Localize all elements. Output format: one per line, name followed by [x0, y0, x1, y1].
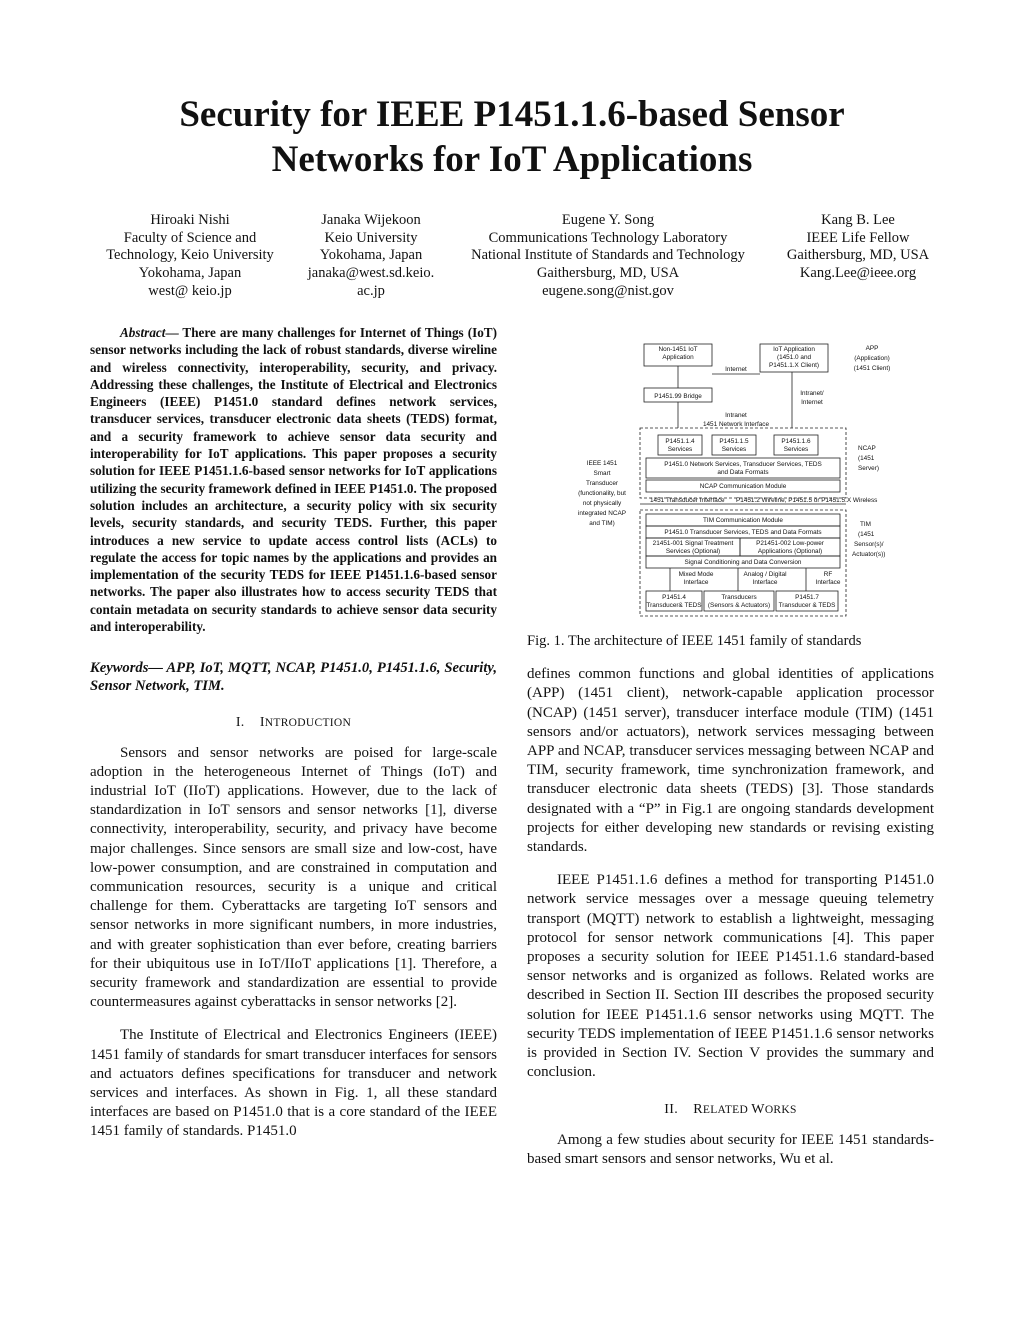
author-4-email: Kang.Lee@ieee.org — [799, 265, 917, 282]
author-1-affiliation: Technology, Keio University — [106, 247, 274, 264]
author-4-location: Gaithersburg, MD, USA — [786, 247, 930, 264]
fig-label: Intranet/ — [800, 390, 824, 397]
author-4 — [778, 212, 938, 283]
fig-label: Transducer & TEDS — [778, 602, 836, 609]
fig-label: Internet — [725, 366, 747, 373]
author-3-affiliation: National Institute of Standards and Technology — [471, 247, 745, 264]
left-column — [90, 324, 497, 1142]
fig-label: (1451 — [858, 455, 875, 462]
author-1 — [105, 212, 275, 301]
paragraph: defines common functions and global identities of applications (APP) (1451 client), network-capable application processor (NCAP) (1451 server), transducer interface module (TIM) (1451 sensors and/or actuators), network services messaging between APP and NCAP, transducer services messaging between NCAP and TIM, security framework, time synchronization framework, and transducer electronic data sheets (TEDS) [3]. Those standards designated with a “P” in Fig.1 are ongoing standards development projects for either developing new standards or revising existing standards. — [527, 666, 934, 856]
fig-label: Internet — [801, 399, 823, 406]
abstract-dash: — — [165, 325, 179, 340]
author-3 — [462, 212, 754, 301]
fig-label: Interface — [683, 579, 709, 586]
author-4-name: Kang B. Lee — [821, 212, 895, 228]
fig-label: (Sensors & Actuators) — [707, 602, 771, 609]
fig-label: Intranet — [725, 412, 747, 419]
fig-label: NCAP Communication Module — [699, 483, 787, 490]
architecture-diagram — [560, 338, 900, 626]
author-2 — [296, 212, 446, 301]
fig-label: IoT Application — [773, 346, 815, 353]
fig-label: RF — [823, 571, 833, 578]
author-1-email: west@ keio.jp — [148, 282, 232, 299]
fig-label: and Data Formats — [717, 469, 769, 476]
fig-label: Non-1451 IoT — [658, 346, 698, 353]
fig-label: Mixed Mode — [678, 571, 714, 578]
author-2-email: ac.jp — [357, 282, 385, 299]
author-1-location: Yokohama, Japan — [138, 265, 242, 282]
fig-label: (functionality, but — [578, 490, 626, 497]
fig-label: P1451.1.6 — [781, 438, 811, 445]
section-title-initial: I — [259, 715, 265, 731]
fig-label: and TIM) — [589, 520, 615, 527]
figure-1-architecture-diagram — [560, 338, 900, 626]
paragraph: IEEE P1451.1.6 defines a method for transporting P1451.0 network service messages over a message queuing telemetry transport (MQTT) network to establish a lightweight, messaging protocol for sensor network communications [4]. This paper proposes a security solution for IEEE P1451.1.6 standard-based sensor networks and is organized as follows. Related works are described in Section II. Section III describes the proposed security solution for IEEE P1451.1.6 sensor networks using MQTT. The security TEDS implementation of IEEE P1451.1.6 sensor networks is provided in Section IV. Section V provides the summary and conclusion. — [527, 872, 934, 1081]
title-line-2: Networks for IoT Applications — [271, 139, 753, 180]
fig-label: TIM — [860, 521, 872, 528]
fig-label: Analog / Digital — [743, 571, 787, 578]
fig-label: P1451.7 — [795, 594, 819, 601]
fig-label: P1451.1.X Client) — [768, 362, 820, 369]
fig-label: P1451.0 Network Services, Transducer Services, TEDS — [664, 461, 822, 468]
fig-label: P1451.0 Transducer Services, TEDS and Data Formats — [664, 529, 822, 536]
fig-label: P21451-002 Low-power — [756, 540, 824, 547]
author-4-affiliation: IEEE Life Fellow — [806, 229, 910, 246]
fig-label: (1451 Client) — [853, 365, 891, 372]
abstract-text: There are many challenges for Internet of Things (IoT) sensor networks including the lack of robust standards, diverse wireline and wireless connectivity, interoperability, security, and privacy. Addressing these challenges, the Institute of Electrical and Electronics Engineers (IEEE) P1451.0 standard defines network services, transducer services, transducer electronic data sheets (TEDS) format, and a security framework to achieve sensor data security and interoperability for IoT applications. This paper proposes a security solution for IEEE P1451.1.6-based sensor networks for IoT applications utilizing the security framework defined in IEEE P1451.0. The proposed solution includes an architecture, a security policy with six security levels, security standards, and security TEDS. Further, this paper introduces a new service to update access control lists (ACLs) to regulate the access for topic names by the applications and provides an implementation of the security TEDS for IEEE P1451.1.6-based sensor networks. The paper also illustrates how to access security TEDS that contain metadata on security standards to achieve sensor data security and interoperability. — [90, 325, 497, 635]
fig-label: Actuator(s)) — [852, 551, 886, 558]
paper-title — [0, 92, 1024, 182]
author-2-affiliation: Keio University — [324, 229, 418, 246]
paragraph: Sensors and sensor networks are poised for large-scale adoption in the heterogeneous Internet of Things (IoT) and industrial IoT (IIoT) applications. However, due to the lack of standardization in IoT sensors and sensor networks [1], diverse connectivity, interoperability, security, and privacy have become major challenges. Since sensors are small size and low-cost, have low-power consumption, and are constrained in computation and communication resources, security is a unique and critical challenge for them. Cyberattacks are targeting IoT sensors and sensor networks in more significant numbers, in more industries, and with greater sophistication than ever before, creating barriers for their ubiquitous use in IoT/IIoT applications [1]. Therefore, a security framework and standardization are essential to provide countermeasures against cyberattacks in sensor networks [2]. — [90, 744, 497, 1011]
author-1-affiliation: Faculty of Science and — [123, 229, 257, 246]
fig-label: NCAP — [858, 445, 876, 452]
section-title-rest: ORKS — [764, 1104, 797, 1117]
section-title-initial: R — [693, 1102, 703, 1118]
abstract-label: Abstract — [120, 325, 166, 340]
section-title-initial: W — [751, 1102, 765, 1118]
section-number: II. — [664, 1102, 679, 1118]
section-title-rest: NTRODUCTION — [264, 717, 352, 730]
fig-label: Smart — [593, 470, 611, 477]
fig-label: (1451 — [858, 531, 875, 538]
fig-label: not physically — [582, 500, 622, 507]
fig-label: Server) — [858, 465, 879, 472]
author-2-location: Yokohama, Japan — [319, 247, 423, 264]
fig-label: Services — [667, 446, 693, 453]
fig-label: P1451.99 Bridge — [654, 393, 702, 400]
fig-label: IEEE 1451 — [586, 460, 618, 467]
fig-label: integrated NCAP — [578, 510, 626, 517]
fig-label: (1451.0 and — [776, 354, 812, 361]
figure-caption: Fig. 1. The architecture of IEEE 1451 family of standards — [527, 633, 862, 649]
fig-label: Services — [783, 446, 809, 453]
author-3-location: Gaithersburg, MD, USA — [536, 265, 680, 282]
author-3-name: Eugene Y. Song — [561, 212, 655, 228]
fig-label: 21451-001 Signal Treatment — [652, 540, 734, 547]
fig-label: Interface — [815, 579, 841, 586]
right-column — [527, 632, 934, 1169]
fig-label: P1451.2 Wireline, P1451.5 or P1451.5.X Wireless — [736, 497, 878, 504]
abstract — [90, 324, 497, 635]
author-1-name: Hiroaki Nishi — [150, 212, 230, 228]
section-heading-introduction — [90, 713, 497, 733]
author-2-name: Janaka Wijekoon — [321, 212, 421, 228]
fig-label: Application — [662, 354, 694, 361]
fig-label: Transducer& TEDS — [646, 602, 702, 609]
paragraph: The Institute of Electrical and Electronics Engineers (IEEE) 1451 family of standards for smart transducer interfaces for sensors and actuators defines specifications for transducer and network services and interfaces. As shown in Fig. 1, all these standard interfaces are based on P1451.0 that is a core standard of the IEEE 1451 family of standards. P1451.0 — [90, 1027, 497, 1140]
fig-label: P1451.4 — [662, 594, 686, 601]
author-3-affiliation: Communications Technology Laboratory — [488, 229, 728, 246]
fig-label: Applications (Optional) — [757, 548, 823, 555]
section-title-rest: ELATED — [702, 1104, 752, 1117]
fig-label: Services (Optional) — [665, 548, 721, 555]
fig-label: 1451 Network Interface — [702, 421, 770, 428]
paragraph: Among a few studies about security for IEEE 1451 standards-based smart sensors and sensor networks, Wu et al. — [527, 1131, 934, 1167]
fig-label: Transducers — [721, 594, 757, 601]
fig-label: APP — [865, 345, 879, 352]
section-number: I. — [235, 715, 245, 731]
fig-label: Services — [721, 446, 747, 453]
fig-label: Sensor(s)/ — [854, 541, 884, 548]
title-line-1: Security for IEEE P1451.1.6-based Sensor — [179, 94, 845, 135]
fig-label: 1451 Transducer Interface — [650, 497, 725, 504]
fig-label: P1451.1.5 — [719, 438, 749, 445]
fig-label: (Application) — [854, 355, 890, 362]
fig-label: P1451.1.4 — [665, 438, 695, 445]
author-3-email: eugene.song@nist.gov — [542, 282, 674, 299]
section-heading-related-works — [527, 1100, 934, 1120]
fig-label: TIM Communication Module — [703, 517, 783, 524]
fig-label: Interface — [752, 579, 778, 586]
fig-label: Signal Conditioning and Data Conversion — [684, 559, 802, 566]
fig-label: Transducer — [585, 480, 619, 487]
keywords: Keywords— APP, IoT, MQTT, NCAP, P1451.0, P1451.1.6, Security, Sensor Network, TIM. — [90, 660, 497, 695]
author-2-email: janaka@west.sd.keio. — [307, 265, 435, 282]
